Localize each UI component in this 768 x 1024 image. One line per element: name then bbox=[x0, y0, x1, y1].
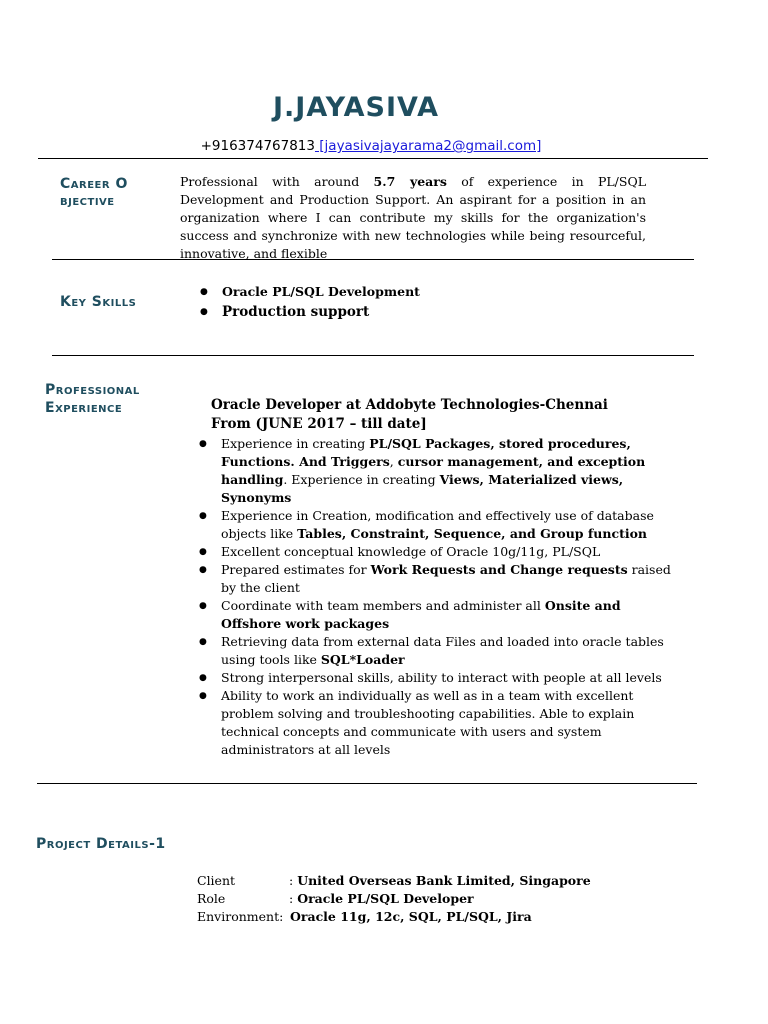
skill-item: ● Oracle PL/SQL Development bbox=[198, 283, 618, 301]
skills-divider bbox=[52, 355, 694, 356]
skill-item: ● Production support bbox=[198, 303, 618, 321]
email-link[interactable]: [jayasivajayarama2@gmail.com] bbox=[314, 138, 542, 154]
experience-item: ● Experience in creating PL/SQL Packages, stored procedures, Functions. And Triggers, cursor management, and exception handling. Experience in creating Views, Materialized views, Synonyms bbox=[197, 435, 677, 507]
experience-item: ● Experience in Creation, modification and effectively use of database objects like Tables, Constraint, Sequence, and Group function bbox=[197, 507, 677, 543]
experience-years: 5.7 years bbox=[373, 174, 447, 189]
experience-item: ● Retrieving data from external data Files and loaded into oracle tables using tools like SQL*Loader bbox=[197, 633, 677, 669]
experience-item: ● Prepared estimates for Work Requests and Change requests raised by the client bbox=[197, 561, 677, 597]
experience-divider bbox=[37, 783, 697, 784]
contact-line bbox=[0, 138, 742, 154]
job-period: From (JUNE 2017 – till date] bbox=[211, 416, 427, 432]
project-details-heading: Project Details-1 bbox=[36, 836, 166, 852]
experience-item: ● Coordinate with team members and administer all Onsite and Offshore work packages bbox=[197, 597, 677, 633]
project-details bbox=[197, 872, 677, 926]
key-skills-heading: Key Skills bbox=[60, 294, 137, 310]
project-environment-row: Environment: Oracle 11g, 12c, SQL, PL/SQL, Jira bbox=[197, 909, 532, 924]
experience-item: ● Ability to work an individually as well as in a team with excellent problem solving and troubleshooting capabilities. Able to explain technical concepts and communicate with users and system administrators at all levels bbox=[197, 687, 677, 759]
candidate-name: J.JAYASIVA bbox=[273, 92, 439, 123]
project-client-row: Client : United Overseas Bank Limited, Singapore bbox=[197, 873, 591, 888]
career-objective-text: Professional with around 5.7 years of experience in PL/SQL Development and Production Support. An aspirant for a position in an organization where I can contribute my skills for the organization's success and synchronize with new technologies while being resourceful, innovative, and flexible bbox=[180, 174, 646, 261]
experience-list bbox=[197, 435, 677, 759]
header-divider bbox=[38, 158, 708, 159]
key-skills-list bbox=[198, 283, 618, 323]
career-objective-heading: Career Objective bbox=[60, 176, 128, 209]
professional-experience-heading: Professional Experience bbox=[45, 382, 140, 416]
career-divider bbox=[52, 259, 694, 260]
experience-item: ● Strong interpersonal skills, ability to interact with people at all levels bbox=[197, 669, 677, 687]
experience-item: ● Excellent conceptual knowledge of Oracle 10g/11g, PL/SQL bbox=[197, 543, 677, 561]
job-title: Oracle Developer at Addobyte Technologies-Chennai From (JUNE 2017 – till date] bbox=[211, 396, 671, 434]
project-role-row: Role : Oracle PL/SQL Developer bbox=[197, 891, 474, 906]
phone-number: +916374767813 bbox=[200, 138, 315, 154]
